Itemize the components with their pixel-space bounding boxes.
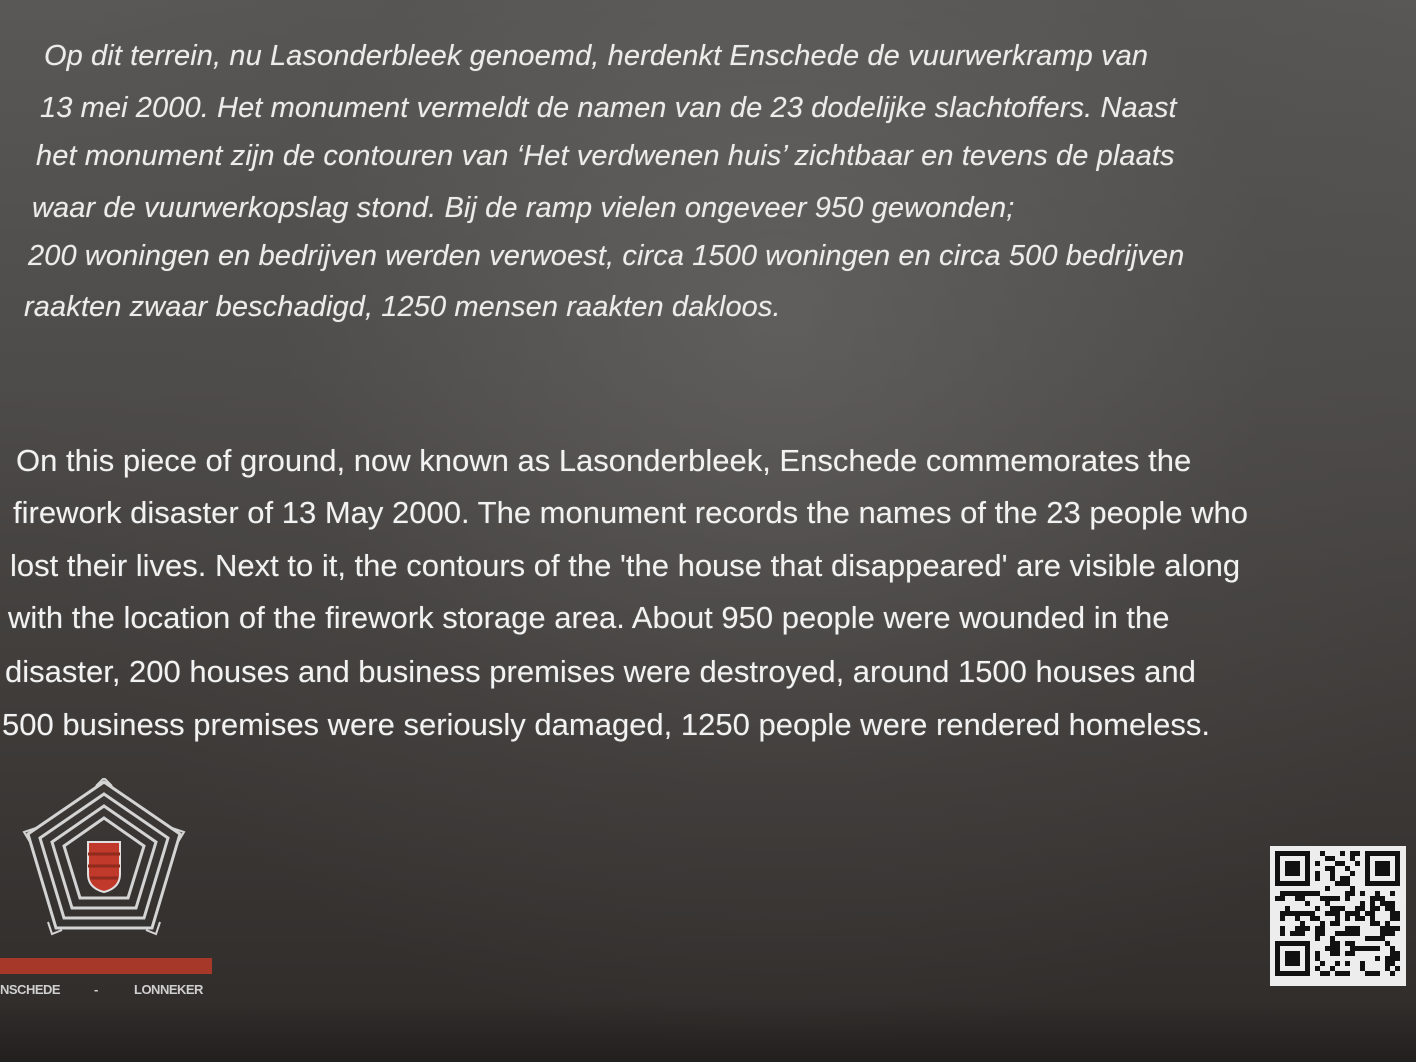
dutch-line: 200 woningen en bedrijven werden verwoest, circa 1500 woningen en circa 500 bedrijven [28,240,1185,272]
logo-red-bar [0,958,212,974]
bottom-shadow [0,1002,1416,1062]
dutch-line: raakten zwaar beschadigd, 1250 mensen raakten dakloos. [24,291,781,323]
english-line: firework disaster of 13 May 2000. The monument records the names of the 23 people who [13,495,1248,530]
dutch-line: 13 mei 2000. Het monument vermeldt de namen van de 23 dodelijke slachtoffers. Naast [40,92,1177,124]
dutch-line: waar de vuurwerkopslag stond. Bij de ramp vielen ongeveer 950 gewonden; [32,192,1015,224]
qr-code-icon [1270,846,1406,986]
english-line: disaster, 200 houses and business premises were destroyed, around 1500 houses and [5,654,1196,689]
logo-text-right: LONNEKER [134,982,203,997]
english-line: with the location of the firework storage area. About 950 people were wounded in the [8,600,1170,635]
english-line: 500 business premises were seriously damaged, 1250 people were rendered homeless. [2,707,1210,742]
logo-text-left: NSCHEDE [0,982,61,997]
dutch-line: Op dit terrein, nu Lasonderbleek genoemd, herdenkt Enschede de vuurwerkramp van [44,40,1149,72]
english-line: On this piece of ground, now known as Lasonderbleek, Enschede commemorates the [16,443,1192,478]
logo-text-separator: - [94,982,98,997]
english-line: lost their lives. Next to it, the contours of the 'the house that disappeared' are visible along [10,548,1241,583]
dutch-line: het monument zijn de contouren van ‘Het verdwenen huis’ zichtbaar en tevens de plaats [36,140,1175,172]
